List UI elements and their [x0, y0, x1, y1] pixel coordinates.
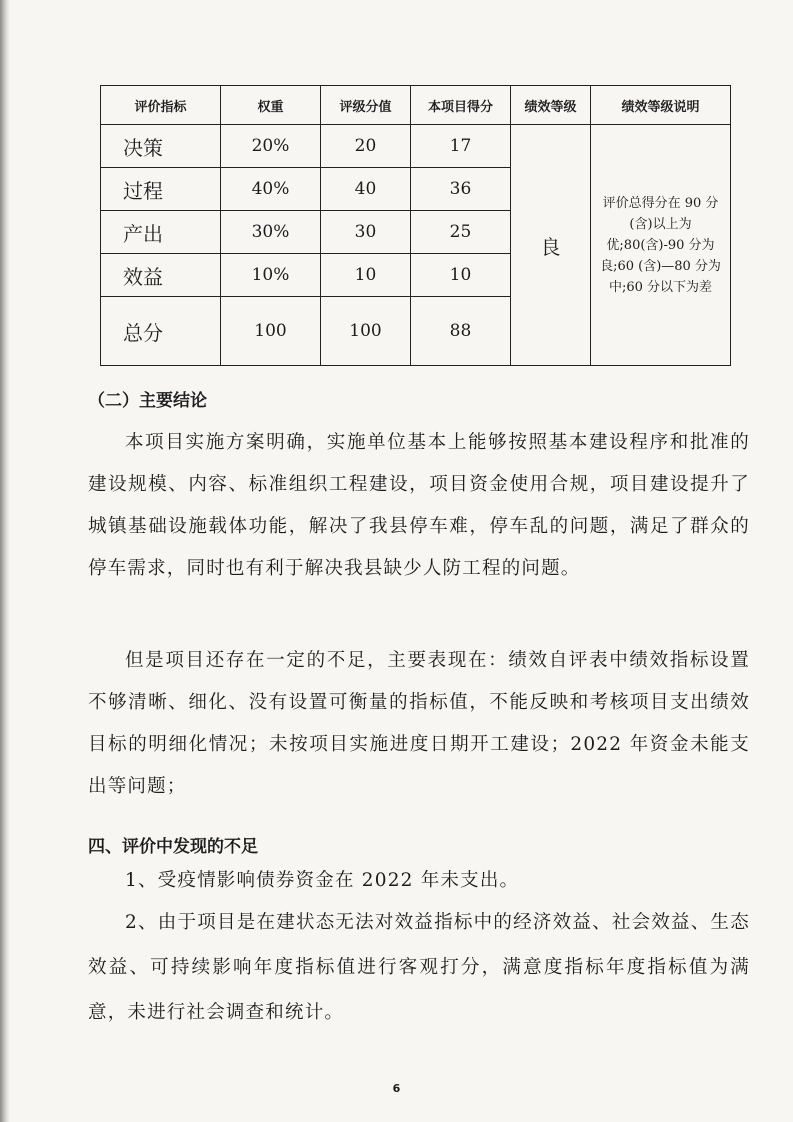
- deficiency-item-2: 2、由于项目是在建状态无法对效益指标中的经济效益、社会效益、生态效益、可持续影响年度指标值进行客观打分，满意度指标年度指标值为满意，未进行社会调查和统计。: [88, 912, 750, 1023]
- row-indicator: 决策: [101, 125, 221, 168]
- row-weight: 40%: [221, 168, 321, 211]
- row-value: 100: [321, 297, 411, 366]
- row-indicator: 总分: [101, 297, 221, 366]
- row-score: 25: [411, 211, 511, 254]
- scan-page-edge: [0, 0, 10, 1122]
- row-score: 17: [411, 125, 511, 168]
- evaluation-table: [100, 85, 731, 366]
- table-row: [101, 125, 731, 168]
- table-header-row: [101, 86, 731, 125]
- row-weight: 20%: [221, 125, 321, 168]
- header-grade: 绩效等级: [511, 86, 591, 125]
- row-value: 10: [321, 254, 411, 297]
- header-weight: 权重: [221, 86, 321, 125]
- section-heading-main-conclusion: （二）主要结论: [88, 391, 207, 411]
- row-value: 40: [321, 168, 411, 211]
- row-value: 30: [321, 211, 411, 254]
- row-weight: 100: [221, 297, 321, 366]
- row-score: 10: [411, 254, 511, 297]
- page-number: 6: [392, 1082, 401, 1095]
- row-weight: 30%: [221, 211, 321, 254]
- grade-cell: 良: [511, 125, 591, 366]
- conclusion-paragraph-2: 但是项目还存在一定的不足，主要表现在：绩效自评表中绩效指标设置不够清晰、细化、没有设置可衡量的指标值，不能反映和考核项目支出绩效目标的明细化情况；未按项目实施进度日期开工建设；2022 年资金未能支出等问题；: [88, 650, 750, 797]
- conclusion-paragraph-1: 本项目实施方案明确，实施单位基本上能够按照基本建设程序和批准的建设规模、内容、标准组织工程建设，项目资金使用合规，项目建设提升了城镇基础设施载体功能，解决了我县停车难，停车乱的问题，满足了群众的停车需求，同时也有利于解决我县缺少人防工程的问题。: [88, 432, 750, 579]
- row-indicator: 产出: [101, 211, 221, 254]
- header-grade-note: 绩效等级说明: [591, 86, 731, 125]
- row-score: 36: [411, 168, 511, 211]
- header-rating-value: 评级分值: [321, 86, 411, 125]
- row-value: 20: [321, 125, 411, 168]
- header-indicator: 评价指标: [101, 86, 221, 125]
- grade-note-cell: 评价总得分在 90 分(含)以上为优;80(含)-90 分为良;60 (含)—80 分为中;60 分以下为差: [591, 125, 731, 366]
- row-indicator: 过程: [101, 168, 221, 211]
- row-score: 88: [411, 297, 511, 366]
- row-weight: 10%: [221, 254, 321, 297]
- header-project-score: 本项目得分: [411, 86, 511, 125]
- deficiency-item-1: 1、受疫情影响债券资金在 2022 年未支出。: [125, 870, 520, 891]
- row-indicator: 效益: [101, 254, 221, 297]
- section-heading-deficiencies: 四、评价中发现的不足: [88, 837, 258, 857]
